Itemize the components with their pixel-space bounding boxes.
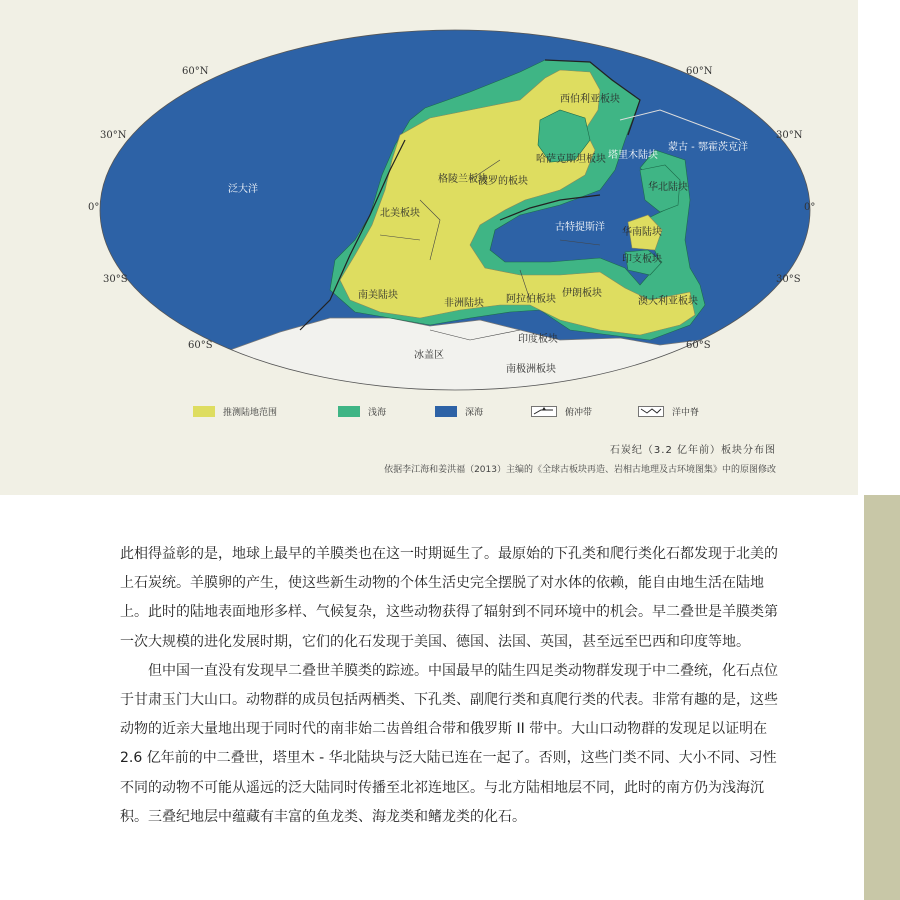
caption-source: 依据李江海和姜洪福（2013）主编的《全球古板块再造、岩相古地理及古环境图集》中的原图修改	[384, 465, 776, 475]
deep-swatch	[435, 406, 457, 417]
arabia-label: 阿拉伯板块	[506, 294, 556, 305]
paragraph-2: 但中国一直没有发现早二叠世羊膜类的踪迹。中国最早的陆生四足类动物群发现于中二叠统，化石点位于甘肃玉门大山口。动物群的成员包括两栖类、下孔类、副爬行类和真爬行类的代表。非常有趣的是，这些动物的近亲大量地出现于同时代的南非始二齿兽组合带和俄罗斯 II 带中。大山口动物群的发现足以证明在 2.6 亿年前的中二叠世，塔里木 - 华北陆块与泛大陆已连在一起了。否则，这些门类不同、大小不同、习性不同的动物不可能从遥远的泛大陆同时传播至北祁连地区。与北方陆相地层不同，此时的南方仍为浅海沉积。三叠纪地层中蕴藏有丰富的鱼龙类、海龙类和鳍龙类的化石。	[120, 662, 778, 825]
legend-shallow	[338, 403, 386, 419]
siberia-label: 西伯利亚板块	[560, 94, 620, 105]
mongol-okhotsk-label: 蒙古 - 鄂霍茨克洋	[668, 142, 748, 153]
lat-30s-left-label: 30°S	[103, 274, 128, 285]
north-china-label: 华北陆块	[648, 182, 688, 193]
panthalassa-label: 泛大洋	[228, 184, 258, 195]
land-swatch	[193, 406, 215, 417]
lat-equator-right-label: 0°	[804, 202, 816, 213]
legend-subduction-label: 俯冲带	[565, 407, 593, 418]
legend-deep-label: 深海	[465, 407, 484, 418]
figure-caption	[384, 441, 776, 475]
subduction-symbol-icon	[531, 406, 557, 417]
baltica-label: 波罗的板块	[478, 176, 528, 187]
shallow-swatch	[338, 406, 360, 417]
lat-60s-left-label: 60°S	[188, 340, 213, 351]
tarim-label: 塔里木陆块	[608, 150, 658, 161]
ice-cap-label: 冰盖区	[414, 350, 444, 361]
legend-ridge-label: 洋中脊	[672, 407, 700, 418]
legend-subduction	[531, 403, 592, 419]
iran-label: 伊朗板块	[562, 288, 602, 299]
body-text	[120, 540, 780, 832]
lat-30n-left-label: 30°N	[100, 130, 127, 141]
page-edge-strip	[858, 0, 900, 900]
map-legend	[193, 403, 753, 419]
lat-equator-left-label: 0°	[88, 202, 100, 213]
australia-label: 澳大利亚板块	[638, 296, 698, 307]
antarctica-label: 南极洲板块	[506, 364, 556, 375]
lat-30n-right-label: 30°N	[776, 130, 803, 141]
greenland-label: 格陵兰板块	[438, 174, 488, 185]
lat-30s-right-label: 30°S	[776, 274, 801, 285]
indochina-label: 印支板块	[622, 254, 662, 265]
paragraph-1: 此相得益彰的是，地球上最早的羊膜类也在这一时期诞生了。最原始的下孔类和爬行类化石都发现于北美的上石炭统。羊膜卵的产生，使这些新生动物的个体生活史完全摆脱了对水体的依赖，能自由地生活在陆地上。此时的陆地表面地形多样、气候复杂，这些动物获得了辐射到不同环境中的机会。早二叠世是羊膜类第一次大规模的进化发展时期，它们的化石发现于美国、德国、法国、英国，甚至远至巴西和印度等地。	[120, 546, 778, 650]
north-america-label: 北美板块	[380, 208, 420, 219]
lat-60n-right-label: 60°N	[686, 66, 713, 77]
kazakhstan-label: 哈萨克斯坦板块	[536, 154, 606, 165]
lat-60s-right-label: 60°S	[686, 340, 711, 351]
legend-land-label: 推测陆地范围	[223, 407, 278, 418]
legend-shallow-label: 浅海	[368, 407, 387, 418]
paleo-tethys-label: 古特提斯洋	[555, 222, 605, 233]
ridge-symbol-icon	[638, 406, 664, 417]
india-label: 印度板块	[518, 334, 558, 345]
lat-60n-left-label: 60°N	[182, 66, 209, 77]
south-china-label: 华南陆块	[622, 227, 662, 238]
legend-ridge	[638, 403, 699, 419]
south-america-label: 南美陆块	[358, 290, 398, 301]
legend-land	[193, 403, 277, 419]
africa-label: 非洲陆块	[444, 298, 484, 309]
caption-title: 石炭纪（3.2 亿年前）板块分布图	[609, 445, 776, 456]
legend-deep	[435, 403, 483, 419]
page-edge-band	[864, 495, 900, 900]
